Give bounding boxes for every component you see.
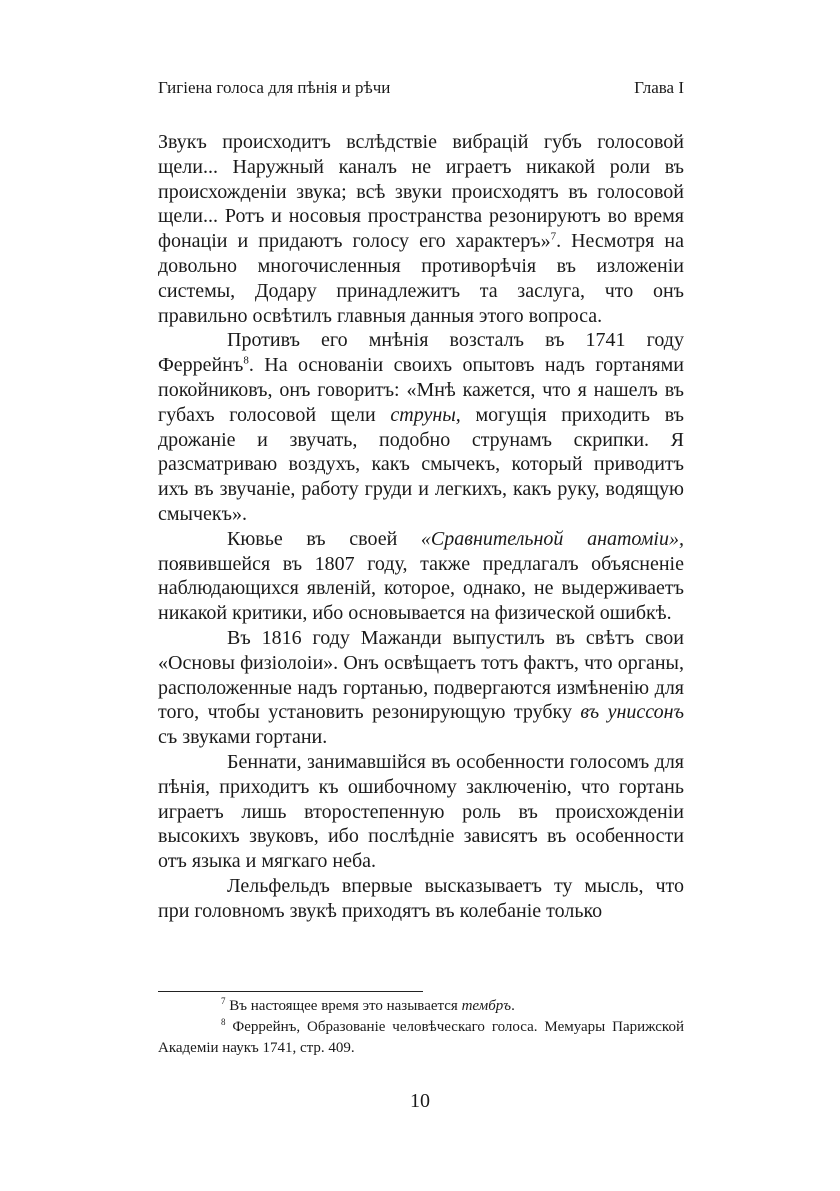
footnote-divider xyxy=(158,991,423,992)
paragraph-5: Беннати, занимавшiйся въ особенности голосомъ для пѣнiя, приходитъ къ ошибочному заключенiю, что гортань играетъ лишь второстепенную роль въ происхожденiи высокихъ звуковъ, ибо послѣднiе зависятъ въ особенности отъ языка и мягкаго неба. xyxy=(158,750,684,873)
chapter-label: Глава I xyxy=(634,78,684,97)
footnotes xyxy=(158,996,684,1059)
book-title: Гигiена голоса для пѣнiя и рѣчи xyxy=(158,78,391,97)
italic-text: въ униссонъ xyxy=(580,701,684,724)
text-run: Кювье въ своей xyxy=(227,527,421,550)
text-run: Въ настоящее время это называется xyxy=(225,998,462,1014)
paragraph-3 xyxy=(158,527,684,626)
footnote-7 xyxy=(158,996,684,1017)
main-text xyxy=(158,130,684,924)
paragraph-4 xyxy=(158,626,684,750)
text-run: съ звуками гортани. xyxy=(158,726,328,749)
page-number: 10 xyxy=(410,1090,430,1112)
footnote-8 xyxy=(158,1017,684,1059)
italic-text: «Сравнительной анатомiи», xyxy=(420,527,684,550)
text-run: . Несмотря на довольно многочисленныя противорѣчiя въ изложенiи системы, Додару принадлежитъ та заслуга, что онъ правильно освѣтилъ главныя данныя этого вопроса. xyxy=(158,230,684,327)
text-run: появившейся въ 1807 году, также предлагалъ объясненiе наблюдающихся явленiй, которое, однако, не выдерживаетъ никакой критики, ибо основывается на физической ошибкѣ. xyxy=(158,552,684,625)
text-run: . xyxy=(511,998,515,1014)
text-run: Феррейнъ, Образованiе человѣческаго голоса. Мемуары Парижской Академiи наукъ 1741, стр. 409. xyxy=(158,1019,684,1056)
footnote-number: 7 xyxy=(221,996,226,1006)
paragraph-1 xyxy=(158,130,684,328)
running-header xyxy=(158,78,684,98)
text-run: Противъ его мнѣнiя возсталъ въ 1741 году Феррейнъ xyxy=(158,329,684,377)
text-run: могущiя приходить въ дрожанiе и звучать, подобно струнамъ скрипки. Я разсматриваю воздухъ, какъ смычекъ, который приводитъ ихъ въ звучанiе, работу груди и легкихъ, какъ руку, водящую смычекъ». xyxy=(158,403,684,525)
italic-text: струны, xyxy=(390,403,461,426)
footnote-number: 8 xyxy=(221,1017,226,1027)
footnote-ref-8[interactable]: 8 xyxy=(243,354,249,367)
footnote-ref-7[interactable]: 7 xyxy=(550,230,557,243)
paragraph-6: Лельфельдъ впервые высказываетъ ту мысль, что при головномъ звукѣ приходятъ въ колебанiе только xyxy=(158,874,684,922)
text-run: Звукъ происходитъ вслѣдствiе вибрацiй губъ голосовой щели... Наружный каналъ не играетъ никакой роли въ происхожденiи звука; всѣ звуки происходятъ въ голосовой щели... Ротъ и носовыя пространства резонируютъ во время фонацiи и придаютъ голосу его характеръ» xyxy=(158,131,684,253)
italic-text: тембръ xyxy=(461,998,512,1014)
text-run: . На основанiи своихъ опытовъ надъ гортанями покойниковъ, онъ говоритъ: «Мнѣ кажется, что я нашелъ въ губахъ голосовой щели xyxy=(158,354,684,426)
paragraph-2 xyxy=(158,328,684,526)
text-run: Въ 1816 году Мажанди выпустилъ въ свѣтъ свои «Основы физiолоiи». Онъ освѣщаетъ тотъ фактъ, что органы, расположенные надъ гортанью, подвергаются измѣненiю для того, чтобы установить резонирующую трубку xyxy=(158,626,684,724)
